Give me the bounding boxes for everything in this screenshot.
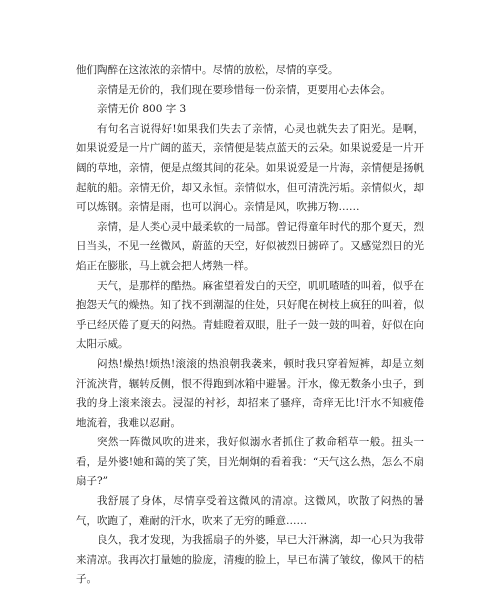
paragraph-sweltering: 闷热!燥热!烦热!滚滚的热浪朝我袭来，顿时我只穿着短裤，却是立刻汗流浃背，辗转反侧，恨不得跑到冰箱中避暑。汗水，像无数条小虫子，到我的身上滚来滚去。浸湿的衬衫，却招来了骚痒，奇痒无比!汗水不知疲倦地流着，我难以忍耐。 <box>76 357 424 429</box>
paragraph-conclusion: 亲情是无价的，我们现在要珍惜每一份亲情，更要用心去体会。 <box>97 83 391 96</box>
paragraph-grandmother: 良久，我才发现，为我摇扇子的外婆，早已大汗淋漓，却一心只为我带来清凉。我再次打量她的脸庞，清瘦的脸上，早已布满了皱纹，像风干的桔子。 <box>76 534 424 586</box>
article-body <box>76 61 424 590</box>
paragraph-summer-memory: 亲情，是人类心灵中最柔软的一局部。曾记得童年时代的那个夏天，烈日当头，不见一丝微风，蔚蓝的天空，好似被烈日掳碎了。又感觉烈日的光焰正在膨胀，马上就会把人烤熟一样。 <box>76 220 424 272</box>
paragraph-breeze: 突然一阵微风吹的进来，我好似溺水者抓住了救命稻草一般。扭头一看，是外婆!她和蔼的笑了笑，目光炯炯的看着我：“天气这么热，怎么不扇扇子?” <box>76 436 424 488</box>
section-heading: 亲情无价 800 字 3 <box>97 103 187 116</box>
paragraph-relief: 我舒展了身体，尽情享受着这微风的清凉。这微风，吹散了闷热的暑气，吹跑了，难耐的汗水，吹来了无穷的睡意…… <box>76 495 424 527</box>
paragraph-intro: 有句名言说得好!如果我们失去了亲情，心灵也就失去了阳光。是啊，如果说爱是一片广阔的蓝天，亲情便是装点蓝天的云朵。如果说爱是一片开阔的草地，亲情，便是点缀其间的花朵。如果说爱是一片海，亲情便是扬帆起航的船。亲情无价，却又永恒。亲情似水，但可清洗污垢。亲情似火，却可以炼钢。亲情是雨，也可以润心。亲情是风，吹拂万物…… <box>76 122 424 214</box>
paragraph-hot-weather: 天气，是那样的酷热。麻雀望着发白的天空，叽叽喳喳的叫着，似乎在抱怨天气的燥热。知了找不到潮湿的住处，只好爬在树枝上疯狂的叫着，似乎已经厌倦了夏天的闷热。青蛙瞪着双眼，肚子一鼓一鼓的叫着，好似在向太阳示威。 <box>76 279 424 351</box>
paragraph-continuation: 他们陶醉在这浓浓的亲情中。尽情的放松，尽情的享受。 <box>76 64 339 76</box>
